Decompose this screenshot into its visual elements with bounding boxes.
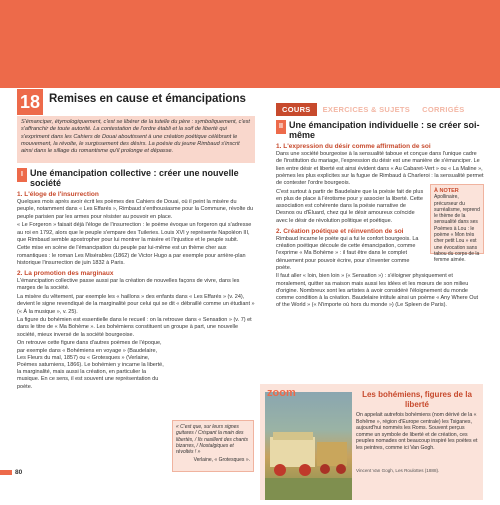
page-number bbox=[0, 466, 30, 478]
quote-box bbox=[172, 420, 254, 472]
paragraph: Il faut aller « loin, bien loin » (« Sensation ») : s'éloigner physiquement et moralement, quitter sa maison mais aussi les idées et les mœurs de son milieu d'origine. Nombreux sont les artistes à avoir considéré l'éloignement du monde comme condition à la création. Baudelaire intitule ainsi un poème « Any Where Out of the World » (« N'importe où hors du monde ») (Le Spleen de Paris). bbox=[276, 273, 479, 309]
painting-caption: Vincent Van Gogh, Les Roulottes (1888). bbox=[356, 468, 440, 473]
paragraph: La misère du vêtement, par exemple les « haillons » des enfants dans « Les Effarés » (v. 24), devient le signe revendiqué de la marginalité pour celui qui se dit « débraillé comme un étudiant » (« À la musique », v. 25). bbox=[17, 294, 255, 315]
paragraph: La figure du bohémien est essentielle dans le recueil : on la retrouve dans « Sensation » (v. 7) et dans le titre de « Ma Bohème ». Les bohémiens constituent un groupe à part, une nouvelle société, mieux inversé de la société bourgeoise. bbox=[17, 317, 252, 338]
zoom-title: Les bohémiens, figures de la liberté bbox=[362, 390, 472, 409]
section-2-mark: II bbox=[276, 120, 286, 134]
quote-source: Verlaine, « Grotesques ». bbox=[193, 457, 250, 464]
section-1-title: Une émancipation collective : créer une nouvelle société bbox=[30, 168, 239, 188]
subsection-2-2-title: 2. Création poétique et réinvention de soi bbox=[276, 227, 404, 235]
paragraph: « Le Forgeron » faisait déjà l'éloge de l'insurrection : le poème évoque un forgeron qui s'adresse au roi en 1792, alors que le peuple s'empare des Tuileries. Louis XVI y représente Napoléon III, que Rimbaud semble apostropher pour lui montrer la misère et l'injustice et le peuple subit. bbox=[17, 222, 252, 243]
tab-corriges[interactable]: CORRIGÉS bbox=[422, 105, 465, 114]
note-text: Apollinaire, précurseur du surréalisme, reprend le thème de la sensualité dans ses Poèmes à Lou : le poème « Mon très cher petit Lou » est une évocation sans tabou du corps de la femme aimée. bbox=[434, 194, 480, 264]
paragraph: Dans une société bourgeoise à la sensualité taboue et conçue dans l'unique cadre de l'institution du mariage, l'expression du désir est une manière de s'émanciper. Le lien entre désir et liberté est ainsi évident dans « Au Cabaret-Vert » ou « La Maline », poèmes les plus explicites sur la fugue de Rimbaud à Charleroi : la sensualité permet de contester l'ordre bourgeois. bbox=[276, 151, 484, 187]
painting-illustration bbox=[265, 392, 352, 500]
subsection-2-1-title: 1. L'expression du désir comme affirmation de soi bbox=[276, 143, 431, 150]
paragraph: On retrouve cette figure dans d'autres poèmes de l'époque, par exemple dans « Bohémiens en voyage » (Baudelaire, Les Fleurs du mal, 1857) ou « Grotesques » (Verlaine, Poèmes saturniens, 1866). Le bohémien y incarne la liberté, la marginalité, mais aussi la création, en particulier la musique. En ce sens, il est souvent une représentation du poète. bbox=[17, 340, 164, 390]
section-2-title: Une émancipation individuelle : se créer soi-même bbox=[289, 120, 480, 140]
section-2-heading bbox=[276, 120, 484, 140]
page-number-text: 80 bbox=[15, 468, 23, 476]
paragraph: C'est surtout à partir de Baudelaire que la poésie fait de plus en plus de place à l'érotisme pour y associer la liberté. Cette association est cohérente dans la poésie narrative de Desnos ou d'Éluard, chez qui le désir amoureux coïncide avec le désir de révolution politique et poétique. bbox=[276, 188, 424, 224]
van-gogh-painting bbox=[265, 392, 352, 500]
section-1-mark: I bbox=[17, 168, 27, 182]
subsection-1-1-title: 1. L'éloge de l'insurrection bbox=[17, 191, 99, 198]
paragraph: Rimbaud incarne le poète qui a fui le confort bourgeois. La création poétique découle de cette émancipation, comme l'exprime « Ma Bohème » : il faut être dans le complet dénuement pour pouvoir écrire, pour s'inventer comme poète. bbox=[276, 235, 419, 271]
section-1-heading bbox=[17, 168, 255, 188]
chapter-title: Remises en cause et émancipations bbox=[49, 93, 246, 105]
chapter-number: 18 bbox=[17, 89, 43, 115]
zoom-text: On appelait autrefois bohémiens (nom dérivé de la « Bohême », région d'Europe centrale) les Tsiganes, aujourd'hui nommés les Roms. Souvent perçus comme un symbole de liberté et de création, ces peuples nomades ont beaucoup inspiré les poètes et les peintres, comme ici Van Gogh. bbox=[356, 412, 478, 451]
paragraph: Cette mise en scène de l'émancipation du peuple par lui-même est un thème cher aux romantiques : le roman Les Misérables (1862) de Victor Hugo a par exemple pour arrière-plan historique l'insurrection de juin 1832 à Paris. bbox=[17, 245, 246, 266]
paragraph: L'émancipation collective passe aussi par la création de nouvelles façons de vivre, dans les marges de la société. bbox=[17, 278, 240, 292]
page-number-bar bbox=[0, 470, 12, 475]
section-1 bbox=[17, 168, 255, 392]
note-title: À NOTER bbox=[434, 188, 459, 194]
paragraph: Quelques mois après avoir écrit les poèmes des Cahiers de Douai, où il peint la misère du peuple, notamment dans « Les Effarés », Rimbaud s'enthousiasme pour la Commune, révolte du peuple parisien par les armes pour résister au pouvoir en place. bbox=[17, 199, 254, 220]
chapter-heading bbox=[17, 89, 252, 115]
section-tabs bbox=[276, 103, 500, 116]
subsection-1-2-title: 2. La promotion des marginaux bbox=[17, 270, 114, 278]
note-box bbox=[430, 184, 484, 264]
quote-text: « C'est que, sur leurs signes guitares / Crispant la main des libertés, / Ils nasillent des chants bizarres, / Nostalgiques et révoltés ! » bbox=[176, 424, 248, 456]
zoom-logo: zoom bbox=[267, 387, 296, 399]
tab-exercices[interactable]: EXERCICES & SUJETS bbox=[322, 105, 411, 114]
header-banner bbox=[0, 0, 500, 88]
tab-cours[interactable]: COURS bbox=[276, 103, 317, 116]
intro-box: S'émanciper, étymologiquement, c'est se libérer de la tutelle du père : symboliquement, c'est s'affranchir de toute autorité. La contestation de l'ordre établi et la soif de liberté qui s'expriment dans les Cahiers de Douai aboutissent à une création poétique célébrant le mouvement, la révolte, le surgissement des désirs. La poésie du jeune Rimbaud s'inscrit ainsi dans le sillage du romantisme qu'il prolonge et dépasse. bbox=[17, 116, 255, 163]
